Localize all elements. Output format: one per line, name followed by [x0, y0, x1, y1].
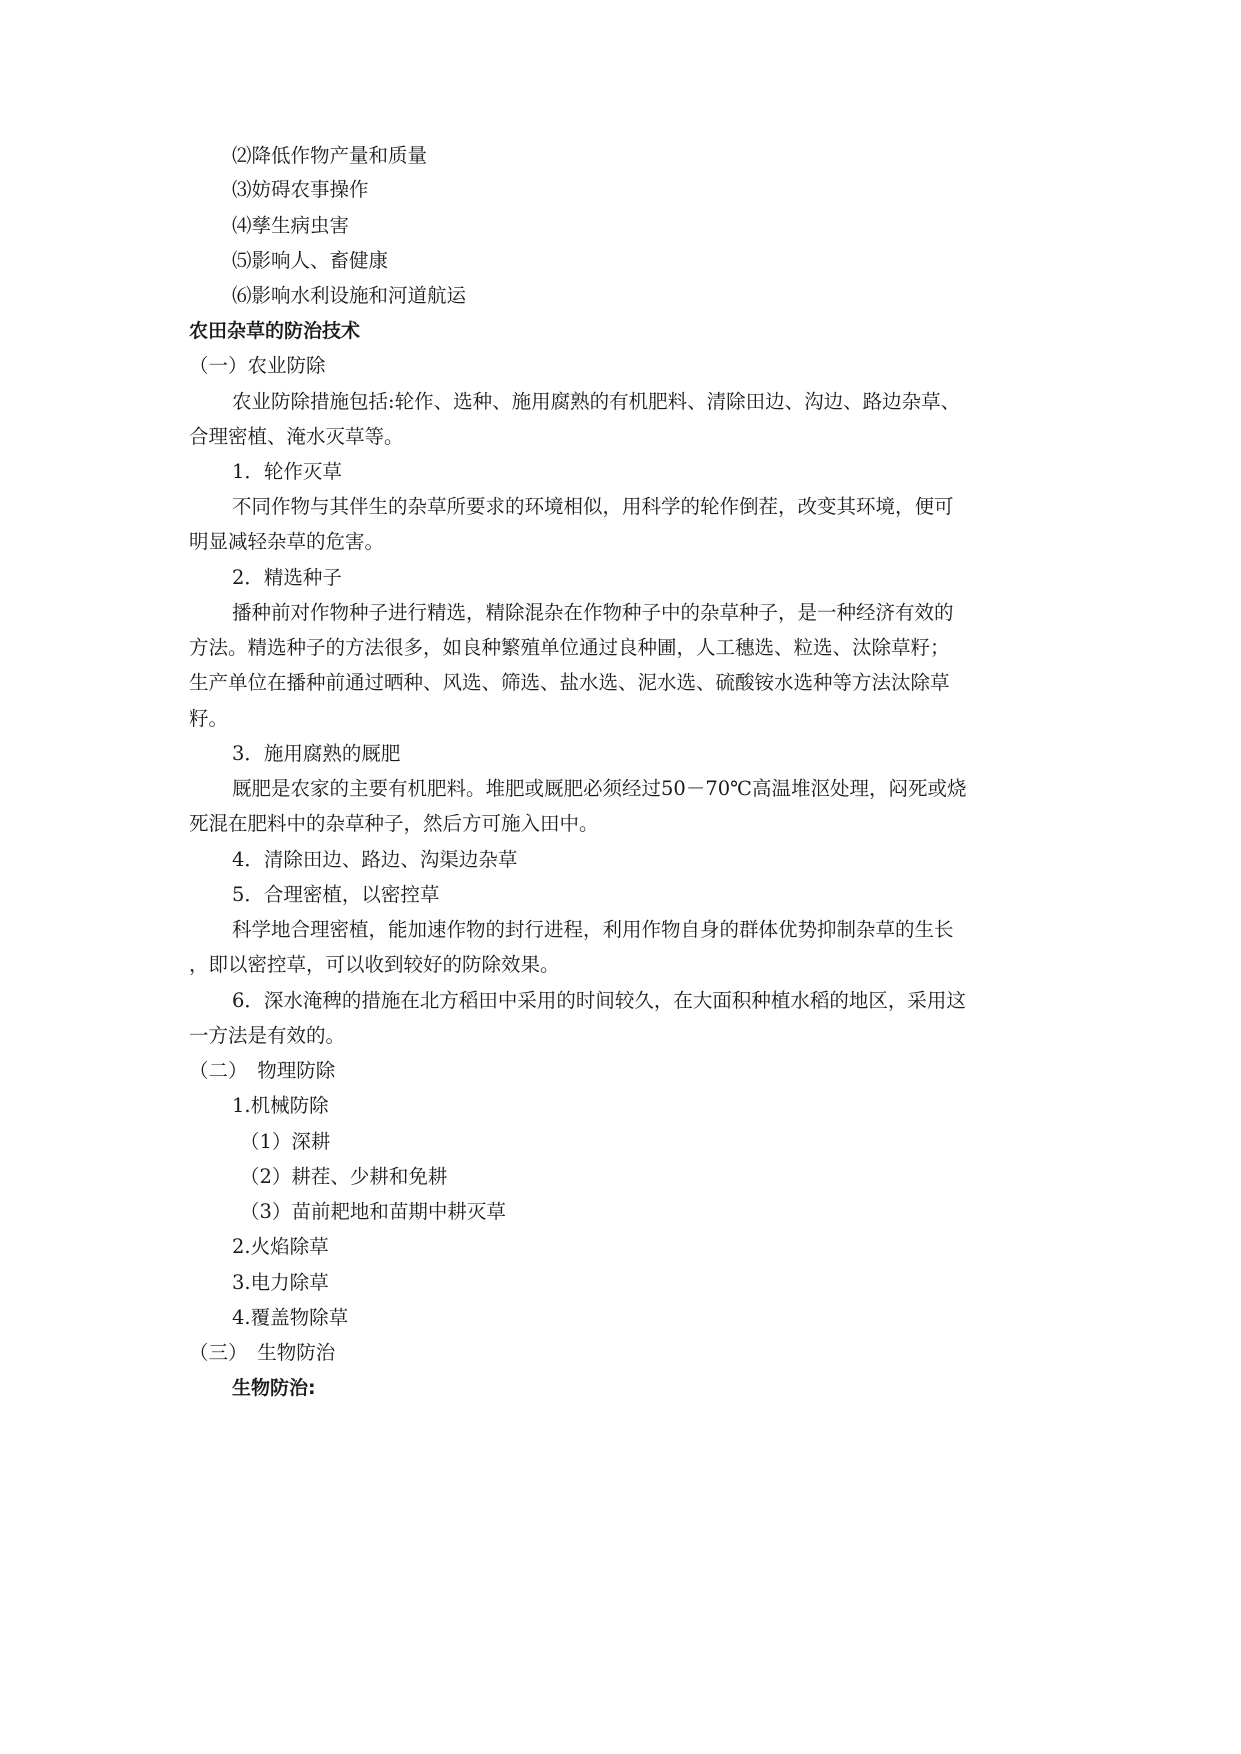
mech-item: （3）苗前耙地和苗期中耕灭草 [240, 1200, 506, 1223]
dense-text-line: ，即以密控草，可以收到较好的防除效果。 [189, 953, 560, 976]
agri-intro-line: 合理密植、淹水灭草等。 [189, 425, 404, 448]
dense-title: 5．合理密植，以密控草 [232, 883, 440, 906]
seed-title: 2．精选种子 [232, 566, 342, 589]
harm-item: ⑹影响水利设施和河道航运 [232, 284, 467, 307]
flood-text-line: 6．深水淹稗的措施在北方稻田中采用的时间较久，在大面积种植水稻的地区，采用这 [232, 989, 966, 1012]
manure-text-line: 厩肥是农家的主要有机肥料。堆肥或厩肥必须经过50－70℃高温堆沤处理，闷死或烧 [232, 777, 967, 800]
flood-text-line: 一方法是有效的。 [189, 1024, 346, 1047]
harm-item: ⑷孳生病虫害 [232, 214, 350, 237]
harm-item: ⑵降低作物产量和质量 [232, 144, 428, 167]
clear-title: 4．清除田边、路边、沟渠边杂草 [232, 848, 518, 871]
mech-title: 1.机械防除 [232, 1094, 329, 1117]
mulch-item: 4.覆盖物除草 [232, 1306, 349, 1329]
bio-heading: （三） 生物防治 [189, 1341, 336, 1364]
rotation-text-line: 明显减轻杂草的危害。 [189, 530, 385, 553]
agri-heading: （一）农业防除 [189, 354, 326, 377]
harm-item: ⑶妨碍农事操作 [232, 178, 369, 201]
manure-text-line: 死混在肥料中的杂草种子，然后方可施入田中。 [189, 812, 599, 835]
physical-heading: （二） 物理防除 [189, 1059, 336, 1082]
seed-text-line: 生产单位在播种前通过晒种、风选、筛选、盐水选、泥水选、硫酸铵水选种等方法汰除草 [189, 671, 950, 694]
dense-text-line: 科学地合理密植，能加速作物的封行进程，利用作物自身的群体优势抑制杂草的生长 [232, 918, 954, 941]
section-title: 农田杂草的防治技术 [189, 320, 361, 342]
electric-item: 3.电力除草 [232, 1271, 329, 1294]
manure-title: 3．施用腐熟的厩肥 [232, 742, 401, 765]
mech-item: （2）耕茬、少耕和免耕 [240, 1165, 448, 1188]
mech-item: （1）深耕 [240, 1130, 331, 1153]
flame-item: 2.火焰除草 [232, 1235, 329, 1258]
rotation-title: 1．轮作灭草 [232, 460, 342, 483]
seed-text-line: 籽。 [189, 707, 229, 730]
agri-intro-line: 农业防除措施包括:轮作、选种、施用腐熟的有机肥料、清除田边、沟边、路边杂草、 [232, 390, 961, 413]
seed-text-line: 播种前对作物种子进行精选，精除混杂在作物种子中的杂草种子，是一种经济有效的 [232, 601, 954, 624]
seed-text-line: 方法。精选种子的方法很多，如良种繁殖单位通过良种圃，人工穗选、粒选、汰除草籽； [189, 636, 950, 659]
rotation-text-line: 不同作物与其伴生的杂草所要求的环境相似，用科学的轮作倒茬，改变其环境，便可 [232, 495, 954, 518]
harm-item: ⑸影响人、畜健康 [232, 249, 389, 272]
bio-subtitle: 生物防治: [232, 1377, 316, 1399]
